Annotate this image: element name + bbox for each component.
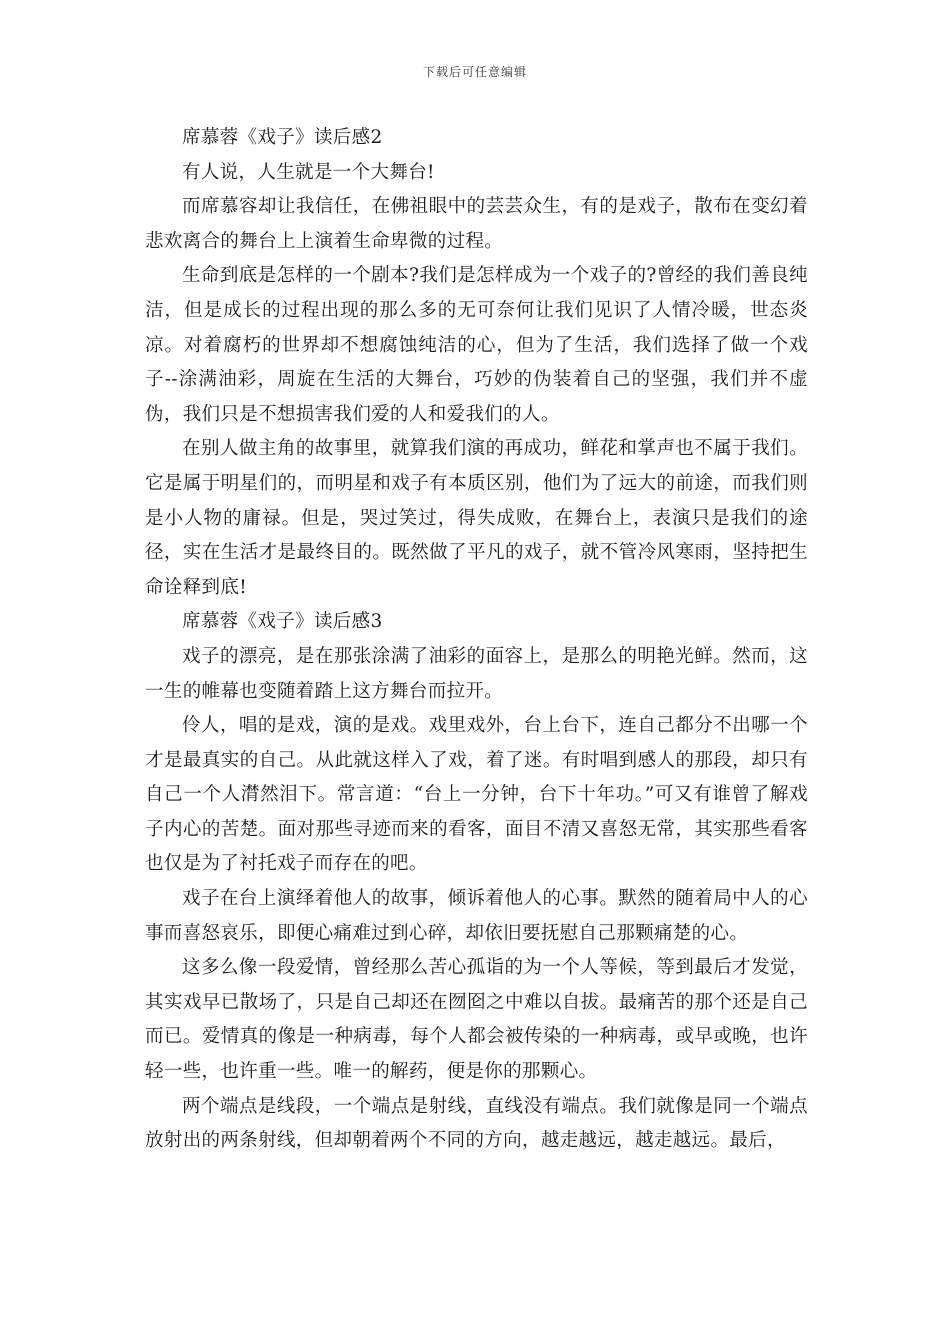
paragraph: 而席慕容却让我信任，在佛祖眼中的芸芸众生，有的是戏子，散布在变幻着悲欢离合的舞台上上演着生命卑微的过程。 <box>145 196 808 252</box>
section-title: 席慕蓉《戏子》读后感2 <box>182 127 383 148</box>
paragraph: 在别人做主角的故事里，就算我们演的再成功，鲜花和掌声也不属于我们。它是属于明星们的，而明星和戏子有本质区别，他们为了远大的前途，而我们则是小人物的庸禄。但是，哭过笑过，得失成败，在舞台上，表演只是我们的途径，实在生活才是最终目的。既然做了平凡的戏子，就不管冷风寒雨，坚持把生命诠释到底! <box>145 438 808 598</box>
paragraph: 戏子的漂亮，是在那张涂满了油彩的面容上，是那么的明艳光鲜。然而，这一生的帷幕也变随着踏上这方舞台而拉开。 <box>145 645 808 702</box>
section-title: 席慕蓉《戏子》读后感3 <box>182 611 383 633</box>
paragraph: 两个端点是线段，一个端点是射线，直线没有端点。我们就像是同一个端点放射出的两条射线，但却朝着两个不同的方向，越走越远，越走越远。最后， <box>145 1095 808 1152</box>
paragraph: 戏子在台上演绎着他人的故事，倾诉着他人的心事。默然的随着局中人的心事而喜怒哀乐，即便心痛难过到心碎，却依旧要抚慰自己那颗痛楚的心。 <box>145 888 808 944</box>
paragraph: 生命到底是怎样的一个剧本?我们是怎样成为一个戏子的?曾经的我们善良纯洁，但是成长的过程出现的那么多的无可奈何让我们见识了人情冷暖，世态炎凉。对着腐朽的世界却不想腐蚀纯洁的心，但为了生活，我们选择了做一个戏子--涂满油彩，周旋在生活的大舞台，巧妙的伪装着自己的坚强，我们并不虚伪，我们只是不想损害我们爱的人和爱我们的人。 <box>145 265 808 425</box>
paragraph: 有人说，人生就是一个大舞台! <box>182 161 435 183</box>
paragraph: 这多么像一段爱情，曾经那么苦心孤诣的为一个人等候，等到最后才发觉，其实戏早已散场了，只是自己却还在囫囵之中难以自拔。最痛苦的那个还是自己而已。爱情真的像是一种病毒，每个人都会被传染的一种病毒，或早或晚，也许轻一些，也许重一些。唯一的解药，便是你的那颗心。 <box>145 957 808 1083</box>
page-header-note: 下载后可任意编辑 <box>422 65 527 79</box>
paragraph: 伶人，唱的是戏，演的是戏。戏里戏外，台上台下，连自己都分不出哪一个才是最真实的自己。从此就这样入了戏，着了迷。有时唱到感人的那段，却只有自己一个人潸然泪下。常言道：“台上一分钟，台下十年功。”可又有谁曾了解戏子内心的苦楚。面对那些寻迹而来的看客，面目不清又喜怒无常，其实那些看客也仅是为了衬托戏子而存在的吧。 <box>145 715 808 875</box>
document-body <box>145 121 808 1159</box>
